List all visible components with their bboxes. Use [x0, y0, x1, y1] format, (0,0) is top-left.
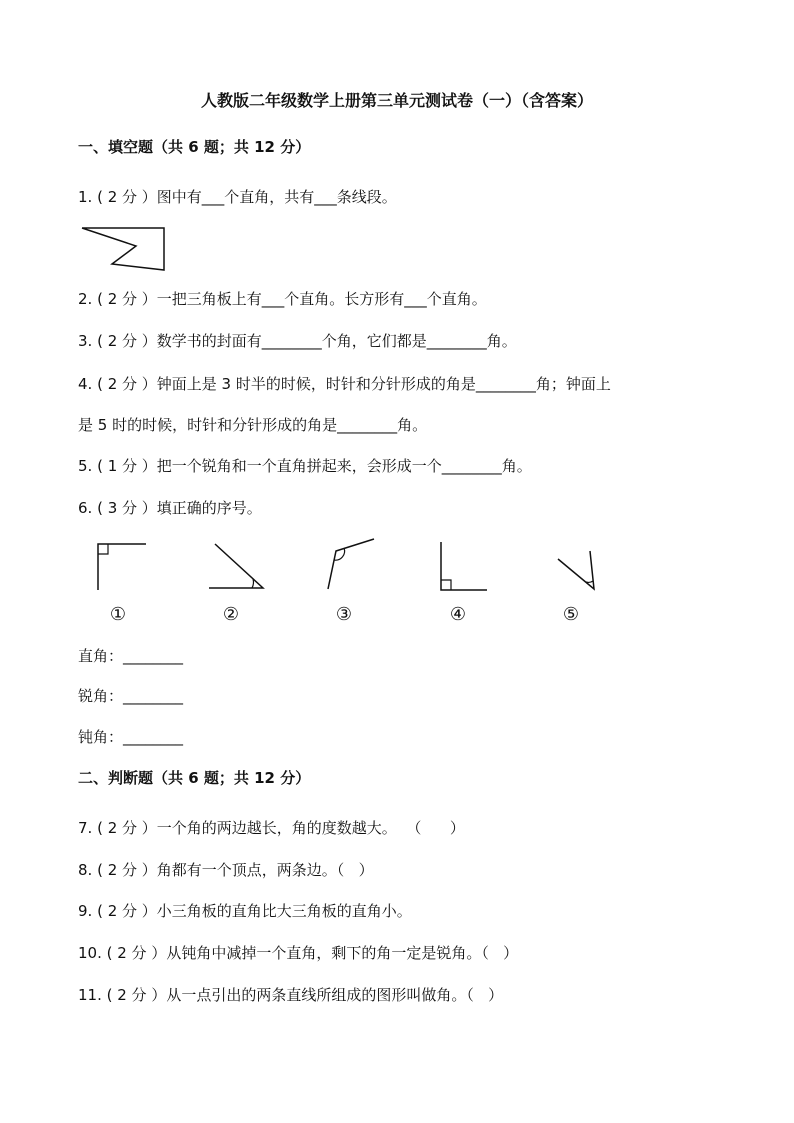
figure-label-1: ① [109, 604, 127, 625]
section-heading-true-false: 二、判断题（共 6 题；共 12 分） [78, 769, 311, 787]
answer-acute-angle: 锐角：________ [78, 687, 184, 705]
angle-figure-2 [205, 540, 270, 595]
answer-right-angle: 直角：________ [78, 647, 184, 665]
figure-label-3: ③ [335, 604, 353, 625]
question-5: 5. ( 1 分 ）把一个锐角和一个直角拼起来，会形成一个________角。 [78, 457, 532, 475]
question-1-figure [78, 224, 168, 274]
question-4-line-2: 是 5 时的时候，时针和分针形成的角是________角。 [78, 416, 428, 434]
question-6: 6. ( 3 分 ）填正确的序号。 [78, 499, 262, 517]
question-4-line-1: 4. ( 2 分 ）钟面上是 3 时半的时候，时针和分针形成的角是________角；钟面上 [78, 375, 611, 393]
figure-label-2: ② [222, 604, 240, 625]
question-7: 7. ( 2 分 ）一个角的两边越长，角的度数越大。 （ ） [78, 819, 465, 837]
figure-label-5: ⑤ [562, 604, 580, 625]
angle-figure-1 [90, 538, 150, 593]
angle-figure-4 [433, 538, 493, 593]
question-10: 10. ( 2 分 ）从钝角中减掉一个直角，剩下的角一定是锐角。（ ） [78, 944, 519, 962]
section-heading-fill-blank: 一、填空题（共 6 题；共 12 分） [78, 138, 311, 156]
question-3: 3. ( 2 分 ）数学书的封面有________个角，它们都是________角。 [78, 332, 517, 350]
question-1: 1. ( 2 分 ）图中有___个直角，共有___条线段。 [78, 188, 397, 206]
figure-label-4: ④ [449, 604, 467, 625]
question-11: 11. ( 2 分 ）从一点引出的两条直线所组成的图形叫做角。（ ） [78, 986, 504, 1004]
question-8: 8. ( 2 分 ）角都有一个顶点，两条边。（ ） [78, 861, 374, 879]
answer-obtuse-angle: 钝角：________ [78, 728, 184, 746]
page-title: 人教版二年级数学上册第三单元测试卷（一）（含答案） [200, 91, 593, 110]
angle-figure-3 [320, 535, 380, 595]
question-2: 2. ( 2 分 ）一把三角板上有___个直角。长方形有___个直角。 [78, 290, 487, 308]
question-9: 9. ( 2 分 ）小三角板的直角比大三角板的直角小。 [78, 902, 412, 920]
angle-figure-5 [552, 545, 602, 595]
